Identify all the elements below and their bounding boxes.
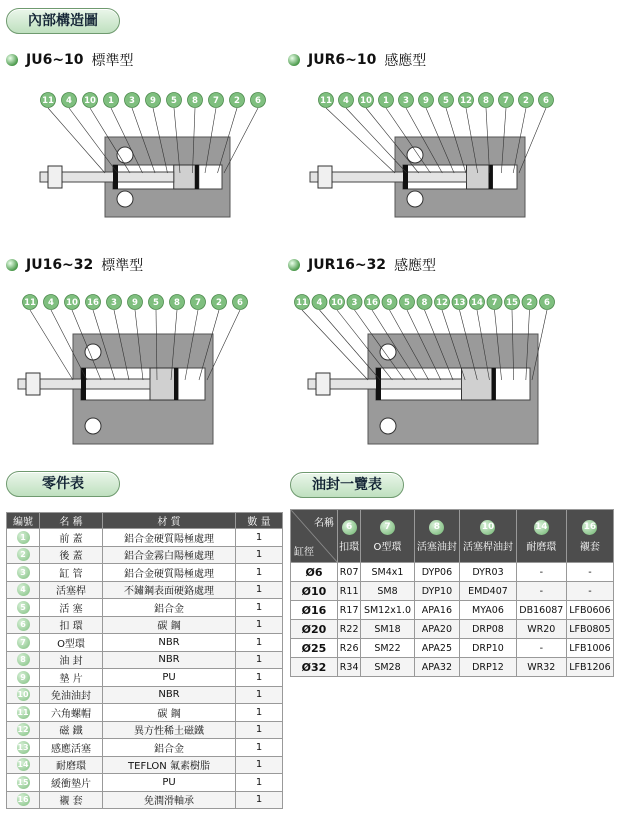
parts-cell-name: 免油油封 [40, 686, 103, 704]
parts-cell-material: NBR [103, 651, 236, 669]
number-badge: 1 [17, 531, 30, 544]
number-badge: 4 [17, 583, 30, 596]
seal-cell-value: R17 [338, 601, 361, 620]
number-badge: 15 [17, 777, 29, 787]
callout-number: 7 [213, 96, 219, 106]
seal-cell-bore: Ø16 [291, 601, 338, 620]
parts-row [7, 581, 283, 599]
seal-cell-value: - [516, 639, 566, 658]
number-badge: 6 [342, 520, 357, 535]
parts-cell-qty: 1 [236, 564, 283, 582]
port-hole [117, 147, 133, 163]
parts-cell-no [7, 529, 40, 547]
cylinder-diagram-ju16-32 [8, 284, 258, 444]
parts-cell-qty: 1 [236, 529, 283, 547]
seal-cell-bore: Ø20 [291, 620, 338, 639]
parts-cell-material: 不鏽鋼表面硬鉻處理 [103, 581, 236, 599]
diagram-model: JUR6~10 [308, 52, 377, 68]
callout-number: 9 [386, 298, 393, 308]
seal-cell-value: MYA06 [460, 601, 517, 620]
callout-number: 6 [255, 96, 261, 106]
seal-cell-bore: Ø32 [291, 658, 338, 677]
parts-row [7, 686, 283, 704]
parts-row [7, 529, 283, 547]
parts-row [7, 704, 283, 722]
number-badge: 3 [17, 566, 30, 579]
parts-cell-qty: 1 [236, 634, 283, 652]
seal-cell-value: DRP10 [460, 639, 517, 658]
seal-cell-value: DB16087 [516, 601, 566, 620]
parts-cell-material: 免潤滑軸承 [103, 791, 236, 809]
section-header-structure [6, 8, 120, 34]
seal-cell-bore: Ø10 [291, 582, 338, 601]
parts-cell-name: 墊 片 [40, 669, 103, 687]
hex-nut [316, 373, 330, 395]
piston [462, 368, 496, 400]
callout-leader [302, 310, 368, 380]
diagram-model: JU6~10 [26, 52, 84, 68]
seal-row [291, 563, 614, 582]
parts-cell-name: 耐磨環 [40, 756, 103, 774]
seal [113, 165, 118, 189]
seal-header-label: O型環 [373, 541, 402, 553]
seal-cell-value: EMD407 [460, 582, 517, 601]
parts-cell-material: 異方性稀土磁鐵 [103, 721, 236, 739]
seal-cell-value: DRP08 [460, 620, 517, 639]
section-header-label: 內部構造圖 [28, 13, 98, 29]
number-badge: 2 [17, 548, 30, 561]
parts-cell-material: 碳 鋼 [103, 616, 236, 634]
parts-header-material: 材 質 [103, 513, 236, 529]
parts-cell-name: 活 塞 [40, 599, 103, 617]
callout-number: 3 [129, 96, 135, 106]
cylinder-diagram-jur16-32 [288, 284, 578, 444]
seal-cell-value: R26 [338, 639, 361, 658]
seal-cell-value: LFB1206 [566, 658, 613, 677]
parts-cell-qty: 1 [236, 651, 283, 669]
parts-cell-no [7, 651, 40, 669]
callout-number: 11 [296, 298, 308, 308]
parts-cell-qty: 1 [236, 721, 283, 739]
number-badge: 16 [17, 795, 29, 805]
seal-cell-value: R11 [338, 582, 361, 601]
parts-row [7, 546, 283, 564]
seal-header-label: 活塞桿油封 [462, 541, 513, 553]
seal [492, 368, 496, 400]
callout-number: 3 [351, 298, 358, 308]
callout-number: 3 [403, 96, 409, 106]
parts-cell-material: NBR [103, 686, 236, 704]
seal [376, 368, 381, 400]
seal-cell-value: APA32 [414, 658, 460, 677]
callout-number: 15 [506, 298, 518, 308]
diagram-type: 標準型 [91, 53, 134, 69]
diagram-model: JUR16~32 [308, 257, 387, 273]
seal-cell-bore: Ø6 [291, 563, 338, 582]
parts-cell-qty: 1 [236, 774, 283, 792]
parts-row [7, 599, 283, 617]
seal-cell-value: SM4x1 [361, 563, 414, 582]
parts-cell-no [7, 739, 40, 757]
seal-header-cell [414, 510, 460, 563]
seal-header-label: 襯套 [579, 541, 600, 553]
hex-nut [48, 166, 62, 188]
parts-cell-no [7, 634, 40, 652]
parts-cell-name: 緩衝墊片 [40, 774, 103, 792]
seal-table-title: 油封一覽表 [312, 477, 382, 493]
parts-cell-name: 襯 套 [40, 791, 103, 809]
callout-number: 8 [174, 298, 180, 308]
callout-number: 11 [24, 298, 36, 308]
parts-cell-material: TEFLON 氟素樹脂 [103, 756, 236, 774]
seal-cell-value: DRP12 [460, 658, 517, 677]
port-hole [117, 191, 133, 207]
piston [150, 368, 178, 400]
parts-cell-name: 缸 管 [40, 564, 103, 582]
parts-row [7, 634, 283, 652]
parts-cell-material: NBR [103, 634, 236, 652]
seal-corner-bottom: 缸徑 [294, 547, 314, 558]
parts-cell-material: PU [103, 669, 236, 687]
parts-header-name: 名 稱 [40, 513, 103, 529]
parts-header-qty: 數 量 [236, 513, 283, 529]
parts-header-no: 編號 [7, 513, 40, 529]
callout-number: 5 [153, 298, 159, 308]
parts-cell-material: 碳 鋼 [103, 704, 236, 722]
port-hole [85, 418, 101, 434]
parts-cell-no [7, 581, 40, 599]
parts-cell-name: 油 封 [40, 651, 103, 669]
parts-cell-material: 鋁合金硬質陽極處理 [103, 529, 236, 547]
port-hole [380, 344, 396, 360]
parts-cell-name: 扣 環 [40, 616, 103, 634]
number-badge: 14 [534, 520, 549, 535]
callout-number: 10 [360, 96, 372, 106]
parts-cell-qty: 1 [236, 686, 283, 704]
hex-nut [318, 166, 332, 188]
seal-row [291, 582, 614, 601]
parts-cell-qty: 1 [236, 546, 283, 564]
parts-row [7, 564, 283, 582]
callout-number: 9 [423, 96, 429, 106]
parts-cell-name: 六角螺帽 [40, 704, 103, 722]
parts-cell-no [7, 704, 40, 722]
seal-cell-value: LFB0805 [566, 620, 613, 639]
callout-number: 11 [42, 96, 54, 106]
parts-cell-qty: 1 [236, 599, 283, 617]
callout-number: 9 [132, 298, 138, 308]
parts-cell-no [7, 756, 40, 774]
parts-cell-name: O型環 [40, 634, 103, 652]
seal-header-cell [566, 510, 613, 563]
seal-header-cell [361, 510, 414, 563]
parts-cell-name: 感應活塞 [40, 739, 103, 757]
parts-row [7, 739, 283, 757]
green-ball-icon [288, 259, 300, 271]
green-ball-icon [6, 259, 18, 271]
seal-header-label: 活塞油封 [416, 541, 457, 553]
callout-number: 12 [436, 298, 448, 308]
seal [195, 165, 199, 189]
diagram-type: 感應型 [394, 258, 437, 274]
callout-number: 10 [66, 298, 78, 308]
seal-cell-value: R34 [338, 658, 361, 677]
callout-number: 6 [237, 298, 243, 308]
callout-number: 5 [404, 298, 410, 308]
callout-number: 8 [483, 96, 489, 106]
green-ball-icon [288, 54, 300, 66]
section-header-seals [290, 472, 404, 498]
parts-row [7, 774, 283, 792]
number-badge: 7 [380, 520, 395, 535]
callout-number: 4 [316, 298, 323, 308]
callout-number: 4 [66, 96, 72, 106]
parts-cell-material: 鋁合金 [103, 599, 236, 617]
number-badge: 5 [17, 601, 30, 614]
callout-number: 10 [84, 96, 96, 106]
parts-cell-material: 鋁合金 [103, 739, 236, 757]
seal [174, 368, 178, 400]
seal-table [290, 509, 614, 677]
seal-cell-value: R22 [338, 620, 361, 639]
seal-row [291, 639, 614, 658]
callout-number: 5 [171, 96, 177, 106]
number-badge: 12 [17, 725, 29, 735]
cylinder-diagram-jur6-10 [300, 82, 560, 222]
piston-rod [310, 172, 467, 182]
seal-corner-top: 名稱 [314, 518, 334, 529]
callout-number: 2 [216, 298, 222, 308]
piston-rod [308, 379, 462, 389]
number-badge: 7 [17, 636, 30, 649]
callout-number: 7 [503, 96, 509, 106]
parts-cell-qty: 1 [236, 791, 283, 809]
callout-number: 16 [87, 298, 99, 308]
seal-cell-value: - [566, 582, 613, 601]
number-badge: 9 [17, 671, 30, 684]
callout-number: 12 [460, 96, 472, 106]
callout-leader [30, 310, 73, 380]
parts-row [7, 756, 283, 774]
parts-table-title: 零件表 [42, 476, 84, 492]
seal-cell-value: - [516, 563, 566, 582]
callout-number: 5 [443, 96, 449, 106]
callout-number: 1 [108, 96, 114, 106]
seal-cell-value: APA16 [414, 601, 460, 620]
seal-cell-value: WR32 [516, 658, 566, 677]
parts-cell-material: PU [103, 774, 236, 792]
seal-cell-value: R07 [338, 563, 361, 582]
parts-row [7, 721, 283, 739]
parts-row [7, 651, 283, 669]
seal [403, 165, 408, 189]
seal-header-cell [460, 510, 517, 563]
callout-number: 14 [471, 298, 483, 308]
seal-cell-value: APA25 [414, 639, 460, 658]
cylinder-diagram-ju6-10 [20, 82, 260, 222]
parts-cell-no [7, 791, 40, 809]
seal-cell-value: WR20 [516, 620, 566, 639]
seal-cell-value: DYR03 [460, 563, 517, 582]
parts-cell-qty: 1 [236, 739, 283, 757]
seal-cell-value: LFB1006 [566, 639, 613, 658]
callout-number: 1 [383, 96, 389, 106]
number-badge: 8 [429, 520, 444, 535]
number-badge: 6 [17, 618, 30, 631]
parts-table [6, 512, 283, 809]
diagram-type: 感應型 [384, 53, 427, 69]
callout-number: 7 [491, 298, 498, 308]
callout-number: 2 [523, 96, 529, 106]
seal-cell-value: - [516, 582, 566, 601]
callout-number: 8 [421, 298, 428, 308]
diagram-model: JU16~32 [26, 257, 94, 273]
callout-number: 3 [111, 298, 117, 308]
callout-number: 2 [526, 298, 533, 308]
number-badge: 11 [17, 707, 29, 717]
callout-number: 7 [195, 298, 201, 308]
seal-row [291, 601, 614, 620]
parts-cell-no [7, 599, 40, 617]
seal-cell-value: DYP06 [414, 563, 460, 582]
callout-number: 2 [234, 96, 240, 106]
seal-cell-value: APA20 [414, 620, 460, 639]
callout-number: 16 [366, 298, 378, 308]
callout-number: 4 [48, 298, 54, 308]
diagram-title-1 [6, 50, 134, 70]
port-hole [407, 147, 423, 163]
seal-cell-value: SM12x1.0 [361, 601, 414, 620]
seal-corner-cell [291, 510, 338, 563]
parts-cell-no [7, 721, 40, 739]
parts-row [7, 791, 283, 809]
seal-row [291, 658, 614, 677]
port-hole [380, 418, 396, 434]
diagram-title-4 [288, 255, 436, 275]
diagram-title-3 [6, 255, 143, 275]
diagram-title-2 [288, 50, 426, 70]
seal-cell-value: SM22 [361, 639, 414, 658]
callout-number: 6 [543, 96, 549, 106]
callout-leader [326, 108, 395, 173]
callout-number: 4 [343, 96, 349, 106]
parts-cell-qty: 1 [236, 756, 283, 774]
parts-cell-qty: 1 [236, 669, 283, 687]
parts-cell-qty: 1 [236, 704, 283, 722]
seal-header-label: 耐磨環 [526, 541, 557, 553]
number-badge: 8 [17, 653, 30, 666]
callout-number: 6 [544, 298, 550, 308]
seal-header-cell [338, 510, 361, 563]
parts-cell-name: 後 蓋 [40, 546, 103, 564]
parts-cell-material: 鋁合金霧白陽極處理 [103, 546, 236, 564]
seal-header-label: 扣環 [339, 541, 360, 553]
section-header-parts [6, 471, 120, 497]
parts-cell-no [7, 564, 40, 582]
number-badge: 10 [17, 690, 29, 700]
parts-cell-name: 前 蓋 [40, 529, 103, 547]
parts-row [7, 669, 283, 687]
seal-row [291, 620, 614, 639]
parts-cell-no [7, 546, 40, 564]
callout-number: 8 [192, 96, 198, 106]
hex-nut [26, 373, 40, 395]
parts-cell-no [7, 686, 40, 704]
diagram-type: 標準型 [101, 258, 144, 274]
parts-row [7, 616, 283, 634]
parts-cell-name: 磁 鐵 [40, 721, 103, 739]
callout-number: 13 [453, 298, 466, 308]
parts-cell-qty: 1 [236, 581, 283, 599]
parts-cell-no [7, 774, 40, 792]
seal-cell-value: - [566, 563, 613, 582]
number-badge: 10 [480, 520, 495, 535]
seal-cell-bore: Ø25 [291, 639, 338, 658]
seal-cell-value: SM8 [361, 582, 414, 601]
seal-cell-value: LFB0606 [566, 601, 613, 620]
parts-cell-no [7, 669, 40, 687]
seal-cell-value: SM28 [361, 658, 414, 677]
seal-cell-value: DYP10 [414, 582, 460, 601]
port-hole [407, 191, 423, 207]
seal-header-cell [516, 510, 566, 563]
parts-cell-material: 鋁合金硬質陽極處理 [103, 564, 236, 582]
number-badge: 14 [17, 760, 29, 770]
parts-cell-qty: 1 [236, 616, 283, 634]
callout-number: 9 [150, 96, 156, 106]
parts-cell-no [7, 616, 40, 634]
callout-number: 11 [320, 96, 332, 106]
number-badge: 13 [17, 742, 29, 752]
parts-cell-name: 活塞桿 [40, 581, 103, 599]
number-badge: 16 [582, 520, 597, 535]
callout-number: 10 [331, 298, 343, 308]
seal-cell-value: SM18 [361, 620, 414, 639]
green-ball-icon [6, 54, 18, 66]
